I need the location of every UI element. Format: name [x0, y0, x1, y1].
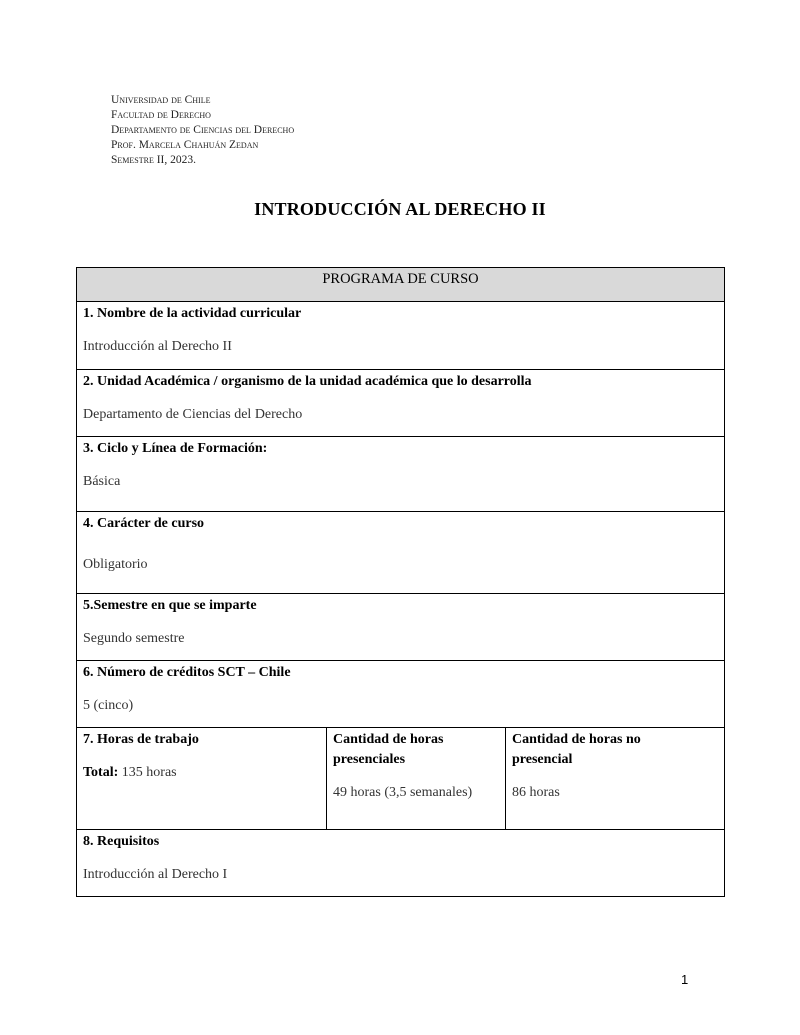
section-label: 2. Unidad Académica / organismo de la unidad académica que lo desarrolla: [83, 374, 532, 389]
section-activity-name: [77, 302, 725, 370]
section-label: 8. Requisitos: [83, 834, 160, 849]
section-label: 6. Número de créditos SCT – Chile: [83, 665, 291, 680]
section-semester: [77, 594, 725, 661]
section-credits: [77, 661, 725, 728]
nonpresential-label-line1: Cantidad de horas no: [512, 732, 641, 747]
presential-label-line2: presenciales: [333, 752, 406, 767]
faculty-name: Facultad de Derecho: [111, 109, 211, 121]
department-name: Departamento de Ciencias del Derecho: [111, 124, 295, 136]
nonpresential-label-line2: presencial: [512, 752, 573, 767]
professor-name: Prof. Marcela Chahuán Zedan: [111, 139, 259, 151]
nonpresential-hours-cell: [506, 728, 725, 830]
section-value: Departamento de Ciencias del Derecho: [83, 407, 303, 422]
section-label: 3. Ciclo y Línea de Formación:: [83, 441, 268, 456]
page-number: 1: [681, 972, 689, 987]
total-value: 135 horas: [121, 765, 177, 780]
section-label: 4. Carácter de curso: [83, 516, 205, 531]
presential-label-line1: Cantidad de horas: [333, 732, 444, 747]
section-requirements: [77, 830, 725, 897]
total-label: Total:: [83, 765, 119, 780]
nonpresential-value: 86 horas: [512, 785, 560, 800]
section-academic-unit: [77, 370, 725, 437]
document-header: [111, 93, 294, 168]
section-value: Introducción al Derecho I: [83, 867, 228, 882]
section-label: 1. Nombre de la actividad curricular: [83, 306, 302, 321]
university-name: Universidad de Chile: [111, 94, 211, 106]
section-value: 5 (cinco): [83, 698, 134, 713]
presential-value: 49 horas (3,5 semanales): [333, 785, 473, 800]
semester-line: Semestre II, 2023.: [111, 154, 197, 166]
table-heading: PROGRAMA DE CURSO: [322, 271, 479, 287]
section-value: Obligatorio: [83, 557, 148, 572]
presential-hours-cell: [327, 728, 506, 830]
total-hours: [83, 763, 320, 783]
page-title: INTRODUCCIÓN AL DERECHO II: [254, 199, 546, 219]
section-course-character: [77, 512, 725, 594]
table-heading-cell: [77, 268, 725, 302]
section-value: Básica: [83, 474, 121, 489]
section-cycle-line: [77, 437, 725, 512]
section-label: 5.Semestre en que se imparte: [83, 598, 257, 613]
course-program-table: [76, 267, 725, 897]
section-work-hours: [77, 728, 327, 830]
section-label: 7. Horas de trabajo: [83, 732, 199, 747]
section-value: Segundo semestre: [83, 631, 185, 646]
section-value: Introducción al Derecho II: [83, 339, 232, 354]
